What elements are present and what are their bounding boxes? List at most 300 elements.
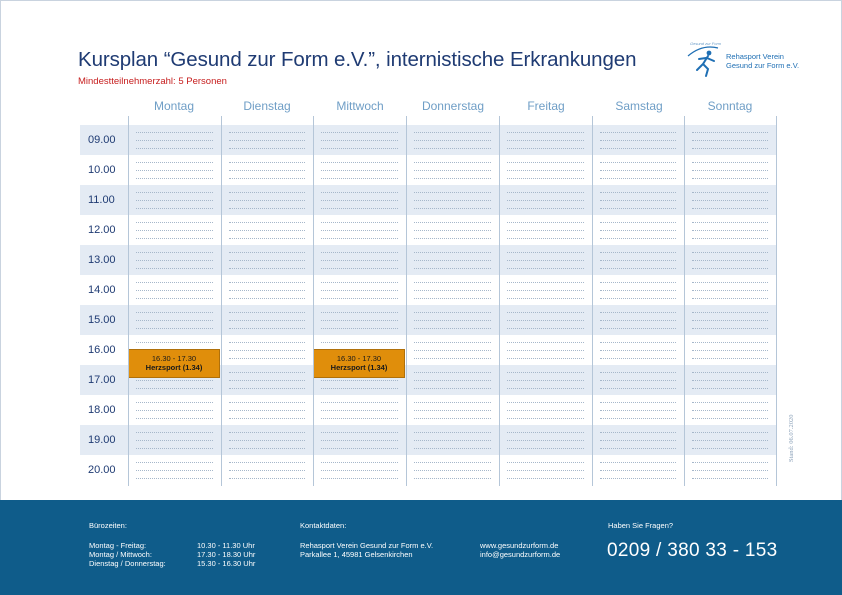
writing-line — [414, 320, 491, 321]
writing-line — [229, 432, 305, 433]
writing-line — [229, 328, 305, 329]
writing-line — [321, 140, 398, 141]
writing-line — [136, 162, 213, 163]
writing-line — [321, 418, 398, 419]
event-mittwoch-herzsport[interactable] — [313, 349, 405, 378]
writing-line — [507, 200, 584, 201]
writing-line — [692, 170, 768, 171]
writing-line — [321, 448, 398, 449]
writing-line — [321, 432, 398, 433]
writing-line — [692, 462, 768, 463]
writing-line — [507, 282, 584, 283]
writing-line — [321, 320, 398, 321]
writing-line — [414, 312, 491, 313]
writing-line — [136, 388, 213, 389]
email-link[interactable]: info@gesundzurform.de — [480, 550, 561, 559]
writing-line — [600, 260, 676, 261]
writing-line — [136, 328, 213, 329]
writing-line — [692, 162, 768, 163]
writing-line — [229, 192, 305, 193]
writing-line — [600, 478, 676, 479]
writing-line — [507, 162, 584, 163]
writing-line — [229, 372, 305, 373]
writing-line — [692, 132, 768, 133]
writing-line — [136, 268, 213, 269]
writing-line — [692, 148, 768, 149]
writing-line — [414, 230, 491, 231]
office-time-2: 17.30 - 18.30 Uhr — [197, 550, 256, 559]
writing-line — [692, 298, 768, 299]
writing-line — [414, 402, 491, 403]
writing-line — [600, 440, 676, 441]
writing-line — [692, 418, 768, 419]
writing-line — [414, 282, 491, 283]
writing-line — [507, 132, 584, 133]
writing-line — [692, 448, 768, 449]
writing-line — [136, 200, 213, 201]
writing-line — [692, 178, 768, 179]
writing-line — [321, 282, 398, 283]
writing-line — [136, 178, 213, 179]
writing-line — [692, 372, 768, 373]
writing-line — [600, 132, 676, 133]
writing-line — [229, 282, 305, 283]
writing-line — [414, 222, 491, 223]
writing-line — [507, 440, 584, 441]
writing-line — [414, 170, 491, 171]
writing-line — [136, 312, 213, 313]
writing-line — [414, 252, 491, 253]
writing-line — [600, 238, 676, 239]
writing-line — [136, 238, 213, 239]
writing-line — [600, 432, 676, 433]
hour-label: 18.00 — [88, 404, 116, 416]
writing-line — [600, 462, 676, 463]
writing-line — [507, 298, 584, 299]
writing-line — [507, 260, 584, 261]
writing-line — [692, 350, 768, 351]
writing-line — [692, 238, 768, 239]
writing-line — [229, 350, 305, 351]
writing-line — [692, 470, 768, 471]
writing-line — [600, 342, 676, 343]
writing-line — [229, 448, 305, 449]
writing-line — [321, 290, 398, 291]
contact-name: Rehasport Verein Gesund zur Form e.V. — [300, 541, 434, 550]
writing-line — [229, 148, 305, 149]
stand-date: Stand: 06.07.2020 — [788, 414, 795, 462]
hour-label: 13.00 — [88, 254, 116, 266]
writing-line — [321, 230, 398, 231]
writing-line — [414, 410, 491, 411]
writing-line — [414, 448, 491, 449]
office-days-3: Dienstag / Donnerstag: — [89, 559, 166, 568]
hour-label: 10.00 — [88, 164, 116, 176]
writing-line — [692, 388, 768, 389]
writing-line — [600, 418, 676, 419]
writing-line — [136, 260, 213, 261]
writing-line — [229, 200, 305, 201]
schedule-grid — [80, 92, 776, 486]
writing-line — [507, 478, 584, 479]
hour-label: 20.00 — [88, 464, 116, 476]
writing-line — [229, 290, 305, 291]
writing-line — [600, 282, 676, 283]
writing-line — [414, 358, 491, 359]
writing-line — [692, 222, 768, 223]
writing-line — [507, 208, 584, 209]
writing-line — [507, 462, 584, 463]
writing-line — [600, 222, 676, 223]
hour-label: 19.00 — [88, 434, 116, 446]
writing-line — [507, 470, 584, 471]
writing-line — [229, 260, 305, 261]
writing-line — [321, 328, 398, 329]
column-divider — [221, 116, 222, 486]
writing-line — [321, 440, 398, 441]
writing-line — [136, 380, 213, 381]
writing-line — [507, 268, 584, 269]
writing-line — [600, 192, 676, 193]
hour-label: 14.00 — [88, 284, 116, 296]
writing-line — [692, 268, 768, 269]
contact-address: Parkallee 1, 45981 Gelsenkirchen — [300, 550, 413, 559]
writing-line — [692, 140, 768, 141]
writing-line — [507, 350, 584, 351]
writing-line — [321, 268, 398, 269]
writing-line — [692, 440, 768, 441]
writing-line — [507, 402, 584, 403]
writing-line — [692, 358, 768, 359]
office-days-2: Montag / Mittwoch: — [89, 550, 152, 559]
writing-line — [600, 200, 676, 201]
writing-line — [229, 222, 305, 223]
column-divider — [406, 116, 407, 486]
writing-line — [692, 380, 768, 381]
day-header-samstag: Samstag — [615, 99, 663, 113]
writing-line — [507, 388, 584, 389]
writing-line — [507, 432, 584, 433]
writing-line — [692, 342, 768, 343]
writing-line — [229, 178, 305, 179]
writing-line — [136, 342, 213, 343]
writing-line — [507, 410, 584, 411]
writing-line — [321, 200, 398, 201]
writing-line — [692, 478, 768, 479]
writing-line — [229, 470, 305, 471]
writing-line — [136, 140, 213, 141]
writing-line — [414, 380, 491, 381]
writing-line — [136, 282, 213, 283]
writing-line — [414, 328, 491, 329]
writing-line — [600, 268, 676, 269]
writing-line — [229, 298, 305, 299]
writing-line — [229, 208, 305, 209]
office-time-1: 10.30 - 11.30 Uhr — [197, 541, 255, 550]
writing-line — [136, 402, 213, 403]
writing-line — [321, 388, 398, 389]
writing-line — [692, 192, 768, 193]
writing-line — [321, 148, 398, 149]
writing-line — [136, 170, 213, 171]
logo-line-1: Rehasport Verein — [726, 52, 784, 61]
writing-line — [414, 238, 491, 239]
writing-line — [692, 402, 768, 403]
logo-text — [726, 52, 799, 70]
writing-line — [229, 140, 305, 141]
event-name: Herzsport (1.34) — [145, 363, 203, 372]
hour-label: 12.00 — [88, 224, 116, 236]
event-time: 16.30 - 17.30 — [151, 354, 197, 363]
day-header-donnerstag: Donnerstag — [421, 99, 485, 113]
writing-line — [692, 282, 768, 283]
writing-line — [321, 462, 398, 463]
writing-line — [321, 170, 398, 171]
hour-label: 11.00 — [88, 194, 115, 206]
writing-line — [414, 372, 491, 373]
writing-line — [507, 238, 584, 239]
minimum-participants: Mindestteilnehmerzahl: 5 Personen — [78, 76, 227, 87]
writing-line — [600, 230, 676, 231]
writing-line — [136, 440, 213, 441]
hour-label: 09.00 — [88, 134, 116, 146]
writing-line — [692, 410, 768, 411]
writing-line — [321, 252, 398, 253]
writing-line — [229, 418, 305, 419]
writing-line — [321, 222, 398, 223]
writing-line — [507, 320, 584, 321]
writing-line — [321, 342, 398, 343]
writing-line — [321, 178, 398, 179]
writing-line — [414, 290, 491, 291]
writing-line — [136, 448, 213, 449]
writing-line — [692, 260, 768, 261]
writing-line — [136, 432, 213, 433]
writing-line — [321, 470, 398, 471]
writing-line — [229, 462, 305, 463]
writing-line — [136, 418, 213, 419]
writing-line — [507, 222, 584, 223]
writing-line — [136, 192, 213, 193]
event-montag-herzsport[interactable] — [128, 349, 220, 378]
writing-line — [321, 312, 398, 313]
writing-line — [507, 252, 584, 253]
writing-line — [321, 162, 398, 163]
writing-line — [414, 162, 491, 163]
writing-line — [600, 290, 676, 291]
writing-line — [229, 162, 305, 163]
questions-label: Haben Sie Fragen? — [608, 521, 674, 530]
writing-line — [600, 470, 676, 471]
writing-line — [321, 260, 398, 261]
writing-line — [692, 432, 768, 433]
writing-line — [414, 388, 491, 389]
writing-line — [692, 200, 768, 201]
writing-line — [136, 148, 213, 149]
writing-line — [414, 192, 491, 193]
writing-line — [414, 478, 491, 479]
writing-line — [414, 132, 491, 133]
footer — [0, 500, 842, 595]
writing-line — [229, 440, 305, 441]
writing-line — [507, 290, 584, 291]
writing-line — [414, 462, 491, 463]
writing-line — [229, 132, 305, 133]
writing-line — [136, 132, 213, 133]
writing-line — [414, 470, 491, 471]
writing-line — [507, 230, 584, 231]
writing-line — [600, 178, 676, 179]
writing-line — [229, 358, 305, 359]
writing-line — [507, 342, 584, 343]
writing-line — [414, 260, 491, 261]
phone-number[interactable]: 0209 / 380 33 - 153 — [607, 540, 778, 561]
writing-line — [692, 208, 768, 209]
logo-tagline: Gesund zur Form — [690, 41, 722, 46]
writing-line — [600, 312, 676, 313]
event-name: Herzsport (1.34) — [330, 363, 388, 372]
writing-line — [229, 268, 305, 269]
hour-label: 16.00 — [88, 344, 116, 356]
writing-line — [507, 372, 584, 373]
page-title: Kursplan “Gesund zur Form e.V.”, internistische Erkrankungen — [78, 48, 637, 71]
writing-line — [136, 290, 213, 291]
writing-line — [414, 342, 491, 343]
writing-line — [507, 178, 584, 179]
writing-line — [600, 148, 676, 149]
writing-line — [229, 410, 305, 411]
day-header-montag: Montag — [153, 99, 195, 113]
writing-line — [229, 388, 305, 389]
writing-line — [136, 208, 213, 209]
writing-line — [600, 402, 676, 403]
writing-line — [136, 222, 213, 223]
writing-line — [507, 358, 584, 359]
writing-line — [321, 238, 398, 239]
writing-line — [136, 462, 213, 463]
writing-line — [229, 170, 305, 171]
day-header-mittwoch: Mittwoch — [336, 99, 384, 113]
writing-line — [600, 388, 676, 389]
runner-logo-icon — [684, 40, 724, 80]
writing-line — [229, 312, 305, 313]
office-days-1: Montag - Freitag: — [89, 541, 147, 550]
writing-line — [692, 252, 768, 253]
writing-line — [414, 148, 491, 149]
writing-line — [600, 358, 676, 359]
website-link[interactable]: www.gesundzurform.de — [480, 541, 559, 550]
column-divider — [499, 116, 500, 486]
writing-line — [414, 418, 491, 419]
writing-line — [600, 410, 676, 411]
writing-line — [321, 298, 398, 299]
logo-line-2: Gesund zur Form e.V. — [726, 61, 800, 70]
writing-line — [229, 230, 305, 231]
writing-line — [507, 148, 584, 149]
writing-line — [136, 298, 213, 299]
writing-line — [692, 328, 768, 329]
writing-line — [321, 192, 398, 193]
writing-line — [507, 418, 584, 419]
writing-line — [136, 410, 213, 411]
writing-line — [600, 140, 676, 141]
writing-line — [692, 290, 768, 291]
writing-line — [600, 350, 676, 351]
column-divider — [592, 116, 593, 486]
writing-line — [229, 320, 305, 321]
writing-line — [507, 312, 584, 313]
writing-line — [600, 162, 676, 163]
day-header-sonntag: Sonntag — [707, 99, 753, 113]
writing-line — [321, 410, 398, 411]
writing-line — [321, 478, 398, 479]
writing-line — [600, 372, 676, 373]
writing-line — [414, 298, 491, 299]
writing-line — [600, 170, 676, 171]
column-divider — [776, 116, 777, 486]
office-time-3: 15.30 - 16.30 Uhr — [197, 559, 256, 568]
writing-line — [507, 140, 584, 141]
writing-line — [692, 320, 768, 321]
writing-line — [600, 328, 676, 329]
writing-line — [136, 478, 213, 479]
writing-line — [414, 440, 491, 441]
writing-line — [414, 140, 491, 141]
writing-line — [600, 208, 676, 209]
writing-line — [321, 402, 398, 403]
writing-line — [600, 320, 676, 321]
writing-line — [136, 320, 213, 321]
writing-line — [692, 230, 768, 231]
writing-line — [692, 312, 768, 313]
hour-label: 15.00 — [88, 314, 116, 326]
writing-line — [600, 298, 676, 299]
writing-line — [600, 252, 676, 253]
writing-line — [136, 470, 213, 471]
writing-line — [229, 402, 305, 403]
writing-line — [136, 230, 213, 231]
writing-line — [414, 350, 491, 351]
club-logo — [684, 40, 814, 80]
writing-line — [507, 380, 584, 381]
day-header-dienstag: Dienstag — [243, 99, 291, 113]
column-divider — [313, 116, 314, 486]
writing-line — [229, 478, 305, 479]
writing-line — [414, 178, 491, 179]
writing-line — [414, 200, 491, 201]
column-divider — [128, 116, 129, 486]
writing-line — [229, 342, 305, 343]
hour-label: 17.00 — [88, 374, 116, 386]
writing-line — [507, 448, 584, 449]
day-header-freitag: Freitag — [527, 99, 565, 113]
writing-line — [229, 252, 305, 253]
writing-line — [136, 252, 213, 253]
writing-line — [321, 132, 398, 133]
contact-title: Kontaktdaten: — [300, 521, 347, 530]
column-divider — [684, 116, 685, 486]
office-hours-title: Bürozeiten: — [89, 521, 127, 530]
writing-line — [414, 208, 491, 209]
writing-line — [507, 328, 584, 329]
writing-line — [507, 192, 584, 193]
writing-line — [229, 238, 305, 239]
writing-line — [600, 448, 676, 449]
writing-line — [414, 268, 491, 269]
writing-line — [321, 208, 398, 209]
writing-line — [507, 170, 584, 171]
event-time: 16.30 - 17.30 — [336, 354, 382, 363]
